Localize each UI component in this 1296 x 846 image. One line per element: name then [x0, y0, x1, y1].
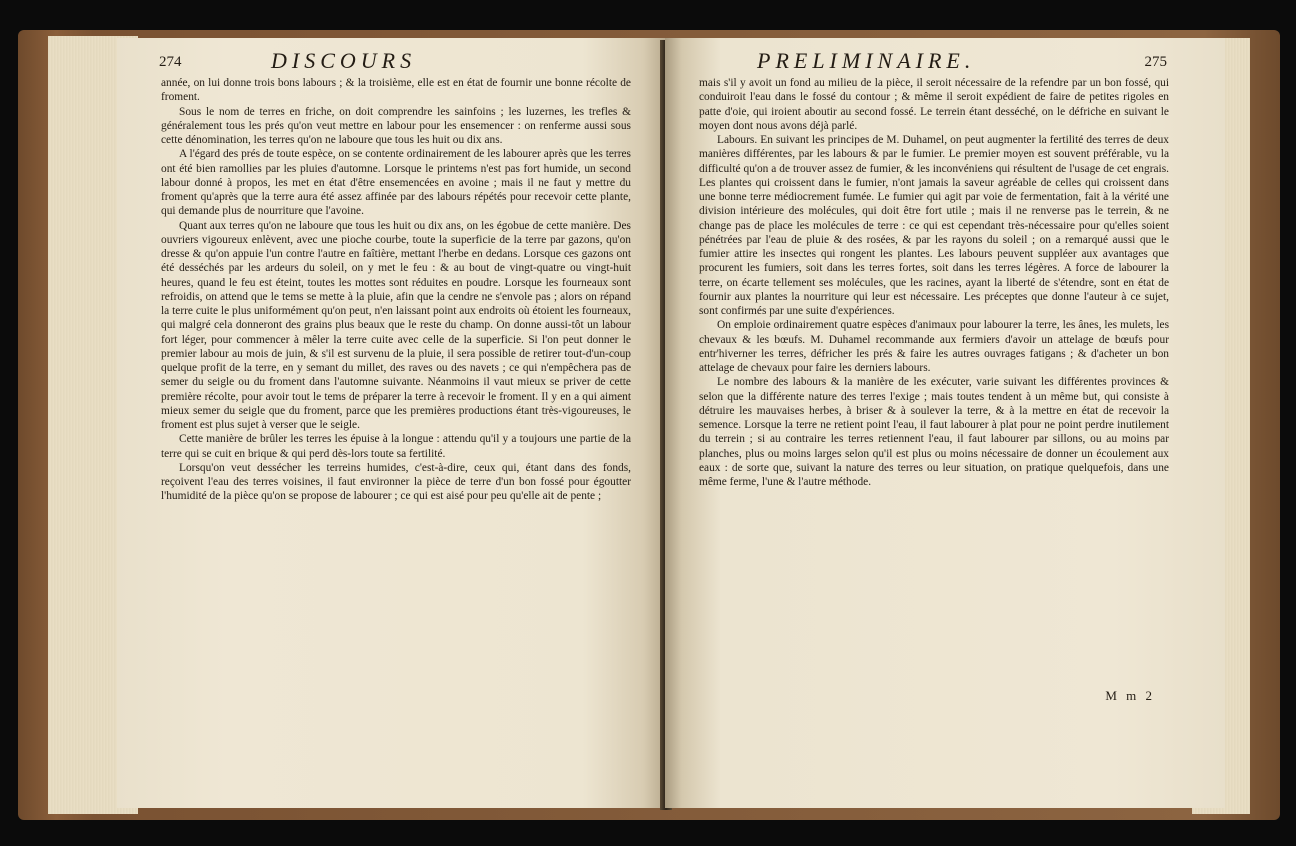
- left-body-text: [161, 76, 631, 504]
- paragraph: mais s'il y avoit un fond au milieu de la pièce, il seroit nécessaire de la refendre par un bon fossé, qui conduiroit l'eau dans le fossé du contour ; & même il seroit expédient de faire de petites rigoles en patte d'oie, qui iroient aboutir au second fossé. Le terrein étant desséché, on le défriche en suivant le moyen dont nous avons déjà parlé.: [699, 77, 1169, 132]
- left-page: [117, 38, 665, 808]
- right-body-text: [699, 76, 1169, 489]
- paragraph: année, on lui donne trois bons labours ; & la troisième, elle est en état de fournir une bonne récolte de froment.: [161, 77, 631, 104]
- signature-mark: M m 2: [1105, 688, 1155, 703]
- right-running-head: PRELIMINAIRE.: [757, 48, 976, 73]
- paragraph: Le nombre des labours & la manière de les exécuter, varie suivant les différentes provinces & selon que la différente nature des terres l'exige ; mais toutes tendent à un même but, qui consiste à détruire les mauvaises herbes, à briser & à soulever la terre, & à la mettre en état de recevoir la semence. Lorsque la terre ne retient point l'eau, il faut labourer à plat pour ne point perdre inutilement du terrein ; si au contraire les terres retiennent l'eau, il faut labourer par sillons, ou au moins par planches, plus ou moins larges selon qu'il est plus ou moins nécessaire de donner un écoulement aux eaux : de sorte que, suivant la nature des terres ou leur situation, on pratique quelquefois, dans une même ferme, l'une & l'autre méthode.: [699, 376, 1169, 488]
- right-running-header: [757, 48, 1197, 74]
- left-running-header: [159, 48, 579, 74]
- paragraph: Quant aux terres qu'on ne laboure que tous les huit ou dix ans, on les égobue de cette manière. Des ouvriers vigoureux enlèvent, avec une pioche courbe, toute la superficie de la terre par gazons, qu'on dresse & qu'on appuie l'un contre l'autre en faîtière, mettant l'herbe en dedans. Lorsque ces gazons ont été desséchés par les ardeurs du soleil, on y met le feu : & au bout de vingt-quatre ou vingt-huit heures, quand le feu est éteint, toutes les mottes sont réduites en poudre. Lorsque les fourneaux sont refroidis, on attend que le tems se mette à la pluie, afin que la cendre ne s'envole pas ; alors on répand la terre cuite le plus uniformément qu'on peut, n'en laissant point aux endroits où étoient les fourneaux, qui malgré cela donneront des grains plus beaux que le reste du champ. On donne aussi-tôt un labour fort léger, pour commencer à mêler la terre cuite avec celle de la superficie. Si l'on peut donner le premier labour au mois de juin, & s'il est survenu de la pluie, il sera possible de retirer tout-d'un-coup quelque profit de la terre, en y semant du millet, des raves ou des navets ; ce qui n'empêchera pas de semer du seigle ou du froment dans l'automne suivante. Néanmoins il vaut mieux se priver de cette première récolte, pour avoir tout le tems de préparer la terre à recevoir le froment. Il y en a qui aiment mieux semer du seigle que du froment, parce que les premières productions étant très-vigoureuses, le froment est plus sujet à verser que le seigle.: [161, 219, 631, 431]
- paragraph: A l'égard des prés de toute espèce, on se contente ordinairement de les labourer après que les terres ont été bien ramollies par les pluies d'automne. Lorsque le printems n'est pas fort humide, un second labour donné à propos, les met en état d'être ensemencées en avoine ; mais il ne faut y mettre du froment qu'après que la terre aura été assez affinée par des labours répétés pour recevoir cette plante, qui demande plus de nourriture que l'avoine.: [161, 148, 631, 218]
- paragraph: Lorsqu'on veut dessécher les terreins humides, c'est-à-dire, ceux qui, étant dans des fonds, reçoivent l'eau des terres voisines, il faut environner la pièce de terre d'un bon fossé pour égoutter l'humidité de la pièce qu'on se propose de labourer ; ce qui est aisé pour peu qu'elle ait de pente ;: [161, 461, 631, 503]
- left-running-head: DISCOURS: [271, 48, 417, 73]
- paragraph: On emploie ordinairement quatre espèces d'animaux pour labourer la terre, les ânes, les mulets, les chevaux & les bœufs. M. Duhamel recommande aux fermiers d'avoir un attelage de bœufs pour entr'hiverner les terres, défricher les prés & faire les autres ouvrages fatigans ; & d'acheter un bon attelage de chevaux pour faire les derniers labours.: [699, 319, 1169, 374]
- paragraph: Labours. En suivant les principes de M. Duhamel, on peut augmenter la fertilité des terres de deux manières différentes, par les labours & par le fumier. Le premier moyen est souvent préférable, vu la difficulté qu'on a de trouver assez de fumier, & les inconvéniens qui résultent de l'usage de cet engrais. Les plantes qui croissent dans le fumier, n'ont jamais la saveur agréable de celles qui croissent dans une bonne terre médiocrement fumée. Le fumier qui agit par voie de fermentation, fait à la vérité une division intérieure des molécules, qui doit être fort utile ; mais il ne renverse pas le terrein, & ne change pas de place les molécules de terre : ce qui est cependant très-nécessaire pour qu'elles soient pénétrées par l'eau de pluie & des rosées, & par les rayons du soleil ; on a remarqué aussi que le fumier attire les insectes qui rongent les plantes. Les labours peuvent suppléer aux avantages que procurent les fumiers, soit dans les terres fortes, soit dans les terres légères. A force de labourer la terre, on écarte tellement ses molécules, que les racines, ayant la liberté de s'étendre, sont en état de fournir aux plantes la nourriture qui leur est nécessaire. Les préceptes que donne l'auteur à ce sujet, sont confirmés par une suite d'expériences.: [699, 134, 1169, 317]
- right-page: [665, 38, 1225, 808]
- left-page-number: 274: [159, 54, 182, 70]
- paragraph: Cette manière de brûler les terres les épuise à la longue : attendu qu'il y a toujours une partie de la terre qui se cuit en brique & qui perd dès-lors toute sa fertilité.: [161, 433, 631, 460]
- right-page-number: 275: [1144, 54, 1167, 70]
- paragraph: Sous le nom de terres en friche, on doit comprendre les sainfoins ; les luzernes, les trefles & généralement tous les prés qu'on veut mettre en labour pour les ensemencer : on renferme aussi sous cette dénomination, les terres qu'on ne laboure que tous les huit ou dix ans.: [161, 105, 631, 146]
